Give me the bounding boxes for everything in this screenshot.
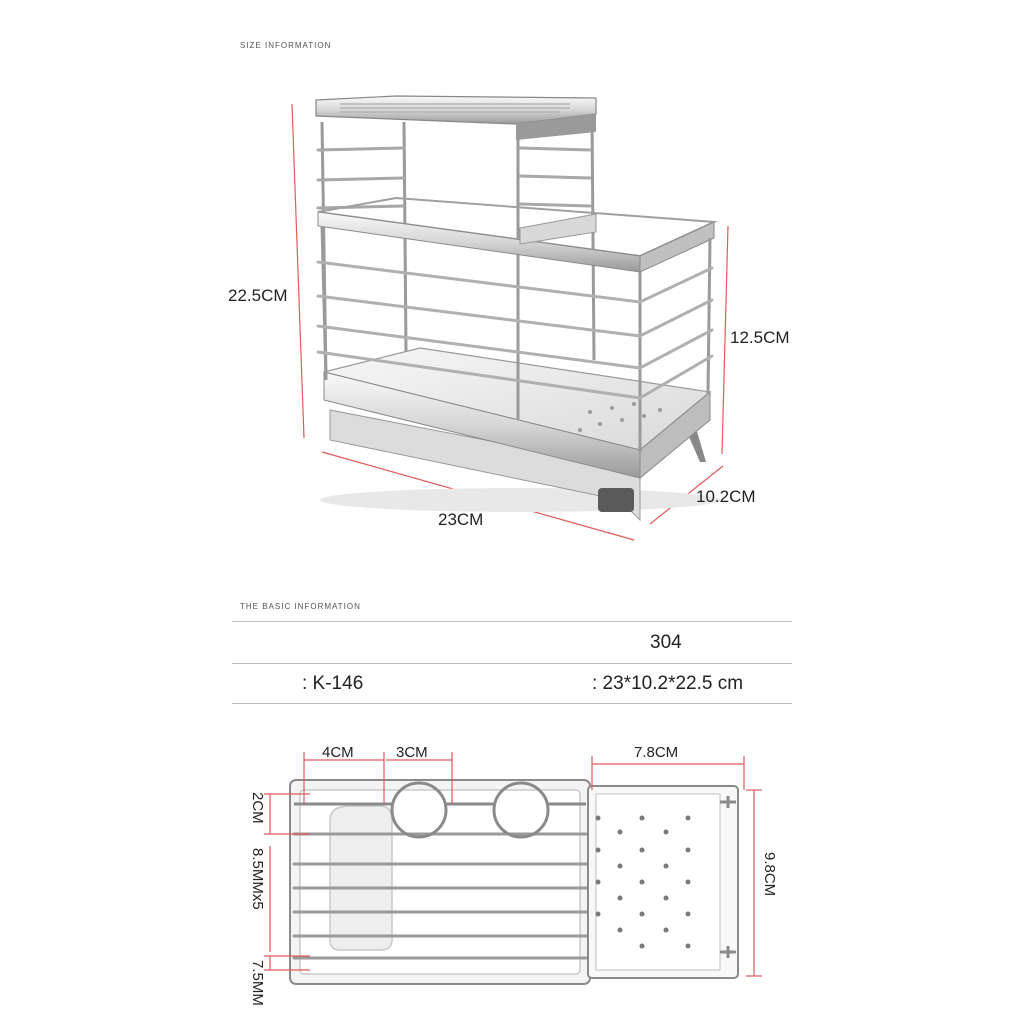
dim-3cm-label: 3CM xyxy=(396,744,428,761)
height-label: 22.5CM xyxy=(228,286,288,305)
size-section-title: SIZE INFORMATION xyxy=(240,41,332,50)
dim-4cm-label: 4CM xyxy=(322,744,354,761)
width-label: 23CM xyxy=(438,510,484,529)
height-dim-line xyxy=(292,104,304,438)
divider-line xyxy=(232,703,792,704)
dim-2cm-label: 2CM xyxy=(249,792,266,824)
dim-75mm-label: 7.5MM xyxy=(249,960,266,1006)
inner-height-label: 12.5CM xyxy=(730,328,790,347)
model-value: : K-146 xyxy=(302,673,364,694)
inner-height-dim-line xyxy=(722,226,728,454)
basic-section-title: THE BASIC INFORMATION xyxy=(240,602,361,611)
dim-85mm-label: 8.5MMx5 xyxy=(249,848,266,910)
dimensions-value: : 23*10.2*22.5 cm xyxy=(592,673,744,694)
divider-line xyxy=(232,621,792,622)
material-value: 304 xyxy=(650,632,682,653)
divider-line xyxy=(232,663,792,664)
dim-78cm-label: 7.8CM xyxy=(634,744,679,761)
dim-98cm-label: 9.8CM xyxy=(761,852,778,897)
rack-illustration xyxy=(316,96,720,520)
depth-label: 10.2CM xyxy=(696,487,756,506)
